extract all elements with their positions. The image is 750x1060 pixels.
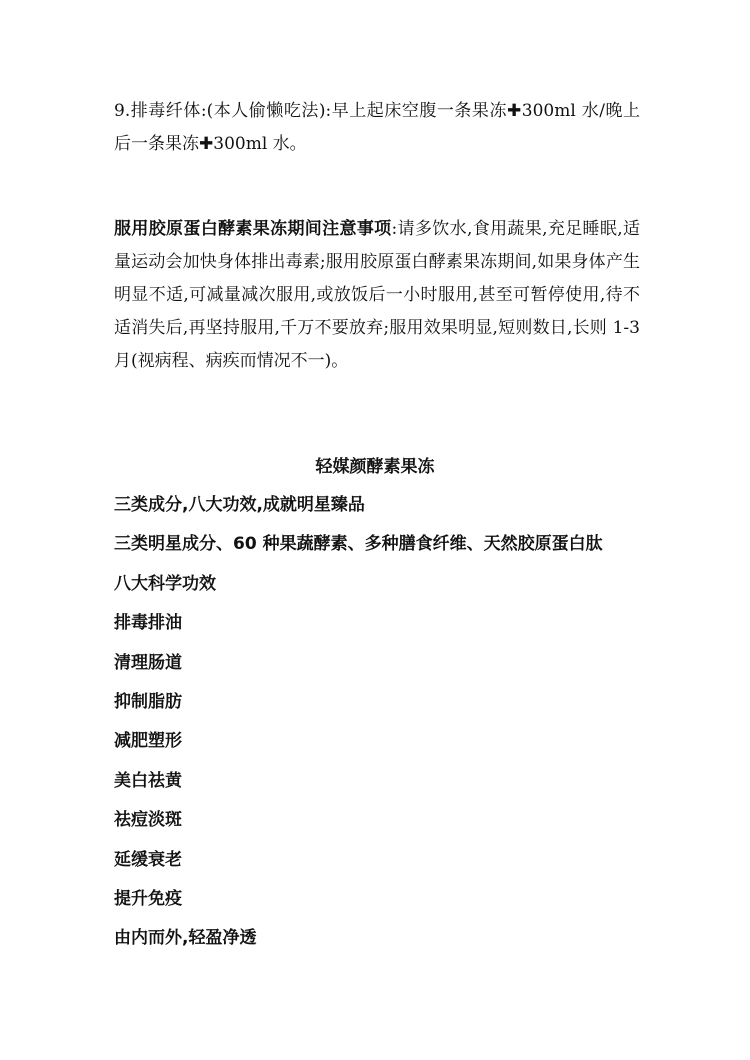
list-item: 八大科学功效 xyxy=(114,573,216,594)
list-item: 清理肠道 xyxy=(114,652,182,673)
list-item: 延缓衰老 xyxy=(114,849,182,870)
benefits-list xyxy=(114,486,603,959)
list-item: 美白祛黄 xyxy=(114,770,182,791)
plus-icon: ✚ xyxy=(199,134,214,154)
list-item: 减肥塑形 xyxy=(114,731,182,752)
precautions-body: :请多饮水,食用蔬果,充足睡眠,适量运动会加快身体排出毒素;服用胶原蛋白酵素果冻期间,如果身体产生明显不适,可减量减次服用,或放饭后一小时服用,甚至可暂停使用,待不适消失后,再坚持服用,千万不要放弃;服用效果明显,短则数日,长则 1-3 月(视病程、病疾而情况不一)。 xyxy=(114,219,640,371)
list-item: 三类明星成分、60 种果蔬酵素、多种膳食纤维、天然胶原蛋白肽 xyxy=(114,534,603,555)
list-item: 三类成分,八大功效,成就明星臻品 xyxy=(114,495,365,515)
list-item: 排毒排油 xyxy=(114,613,182,634)
list-item: 由内而外,轻盈净透 xyxy=(114,928,257,949)
paragraph-precautions xyxy=(114,213,640,378)
paragraph-detox-usage xyxy=(114,95,640,161)
list-item: 提升免疫 xyxy=(114,888,182,909)
list-item: 祛痘淡斑 xyxy=(114,810,182,831)
paragraph-text: 9.排毒纤体:(本人偷懒吃法):早上起床空腹一条果冻 xyxy=(114,101,507,121)
paragraph-text: 300ml 水。 xyxy=(213,134,307,154)
paragraph-text: 300ml 水/晚上后一条果冻 xyxy=(114,101,640,154)
plus-icon: ✚ xyxy=(506,101,522,121)
section-heading: 轻媒颜酵素果冻 xyxy=(315,457,435,477)
list-item: 抑制脂肪 xyxy=(114,691,182,712)
precautions-lead: 服用胶原蛋白酵素果冻期间注意事项 xyxy=(114,219,392,239)
